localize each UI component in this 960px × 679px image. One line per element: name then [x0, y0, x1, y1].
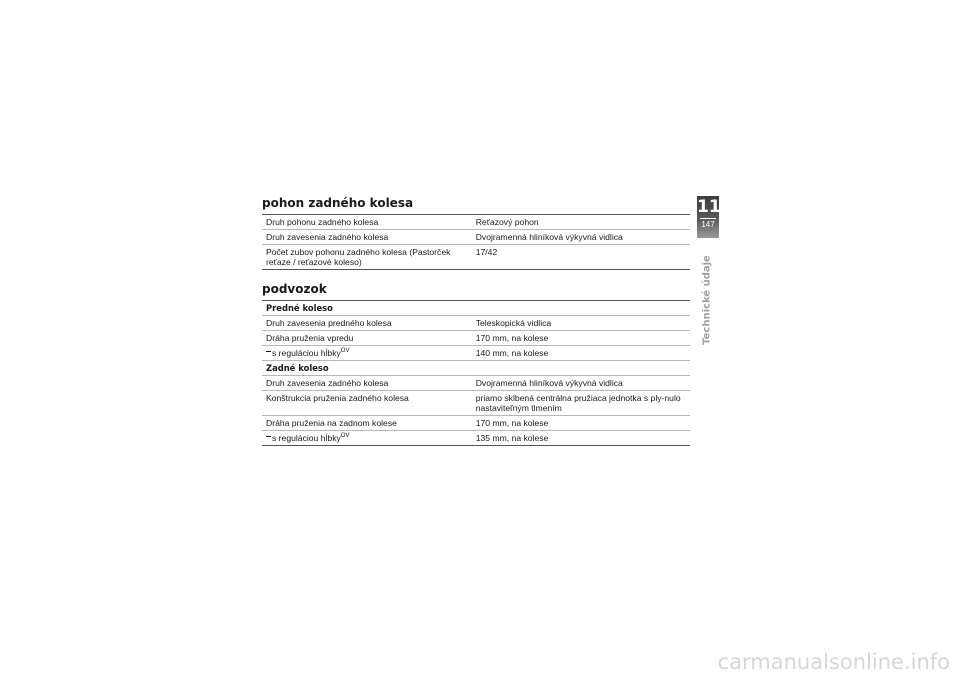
option-superscript: OV	[340, 433, 350, 440]
row-label: Konštrukcia pruženia zadného kolesa	[262, 391, 472, 416]
row-value: Dvojramenná hliníková výkyvná vidlica	[472, 376, 690, 391]
table-row	[262, 215, 690, 230]
chapter-side-label: Technické údaje	[701, 255, 713, 345]
table-row	[262, 230, 690, 245]
row-label: Počet zubov pohonu zadného kolesa (Pastorček reťaze / reťazové koleso)	[262, 245, 472, 270]
row-value: 135 mm, na kolese	[472, 431, 690, 446]
chassis-table	[262, 300, 690, 446]
row-value: priamo sklbená centrálna pružiaca jednotka s ply-nulo nastaviteľným tlmením	[472, 391, 690, 416]
front-wheel-heading: Predné koleso	[266, 303, 333, 313]
dash-icon	[266, 351, 271, 352]
option-label: s reguláciou hĺbky	[272, 348, 341, 358]
chapter-number: 11	[697, 197, 721, 217]
table-row	[262, 376, 690, 391]
option-label: s reguláciou hĺbky	[272, 433, 341, 443]
row-value: 170 mm, na kolese	[472, 331, 690, 346]
row-label-option	[262, 431, 472, 446]
table-row	[262, 316, 690, 331]
subheading-row	[262, 301, 690, 316]
table-row	[262, 245, 690, 270]
content	[262, 196, 690, 446]
table-row	[262, 416, 690, 431]
rear-wheel-heading: Zadné koleso	[262, 361, 690, 376]
page-number: 147	[701, 220, 715, 229]
row-label-option	[262, 346, 472, 361]
row-value: Dvojramenná hliníková výkyvná vidlica	[472, 230, 690, 245]
dash-icon	[266, 436, 271, 437]
watermark: carmanualsonline.info	[717, 650, 950, 674]
row-label: Dráha pruženia vpredu	[262, 331, 472, 346]
row-label: Druh pohonu zadného kolesa	[266, 217, 379, 227]
row-label: Dráha pruženia na zadnom kolese	[262, 416, 472, 431]
table-row	[262, 346, 690, 361]
rear-drive-table	[262, 214, 690, 270]
row-label: Druh zavesenia zadného kolesa	[262, 376, 472, 391]
row-label: Druh zavesenia predného kolesa	[262, 316, 472, 331]
table-row	[262, 331, 690, 346]
option-superscript: OV	[340, 348, 350, 355]
row-value: 17/42	[472, 245, 690, 270]
row-value: 140 mm, na kolese	[472, 346, 690, 361]
section-title-rear-drive: pohon zadného kolesa	[262, 196, 414, 210]
section-title-chassis: podvozok	[262, 282, 327, 296]
table-row	[262, 391, 690, 416]
subheading-row	[262, 361, 690, 376]
row-value: Teleskopická vidlica	[472, 316, 690, 331]
row-value: Reťazový pohon	[475, 217, 539, 227]
row-value: 170 mm, na kolese	[472, 416, 690, 431]
table-row	[262, 431, 690, 446]
chapter-tab	[697, 196, 719, 238]
row-label: Druh zavesenia zadného kolesa	[262, 230, 472, 245]
